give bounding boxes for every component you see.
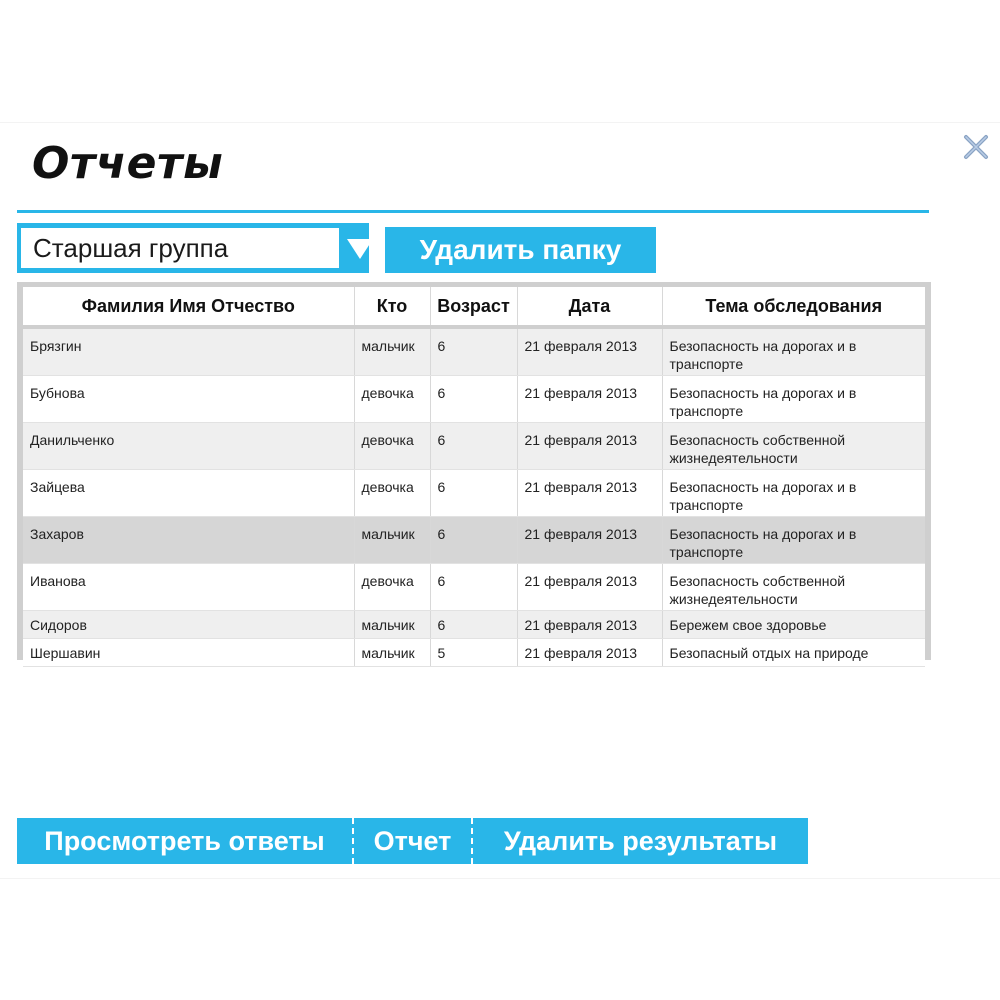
chevron-down-icon[interactable] bbox=[347, 239, 373, 259]
title-divider bbox=[17, 210, 929, 213]
cell-who: девочка bbox=[354, 376, 430, 423]
cell-date: 21 февраля 2013 bbox=[517, 470, 662, 517]
results-action-bar bbox=[17, 818, 808, 864]
cell-name: Данильченко bbox=[23, 423, 354, 470]
cell-who: мальчик bbox=[354, 639, 430, 667]
table-row[interactable] bbox=[23, 327, 925, 376]
cell-date: 21 февраля 2013 bbox=[517, 327, 662, 376]
cell-who: девочка bbox=[354, 564, 430, 611]
cell-date: 21 февраля 2013 bbox=[517, 517, 662, 564]
cell-age: 6 bbox=[430, 564, 517, 611]
cell-topic: Безопасность на дорогах и в транспорте bbox=[662, 376, 925, 423]
delete-folder-button[interactable]: Удалить папку bbox=[385, 227, 656, 273]
cell-who: мальчик bbox=[354, 517, 430, 564]
table-row-selected[interactable] bbox=[23, 517, 925, 564]
table-row[interactable] bbox=[23, 639, 925, 667]
results-table bbox=[23, 287, 925, 667]
column-header-name[interactable]: Фамилия Имя Отчество bbox=[23, 287, 354, 327]
cell-topic: Безопасность собственной жизнедеятельности bbox=[662, 423, 925, 470]
cell-topic: Безопасность на дорогах и в транспорте bbox=[662, 327, 925, 376]
cell-age: 5 bbox=[430, 639, 517, 667]
cell-date: 21 февраля 2013 bbox=[517, 376, 662, 423]
close-button[interactable] bbox=[962, 133, 990, 161]
cell-age: 6 bbox=[430, 517, 517, 564]
cell-date: 21 февраля 2013 bbox=[517, 423, 662, 470]
cell-name: Бубнова bbox=[23, 376, 354, 423]
view-answers-button[interactable]: Просмотреть ответы bbox=[44, 826, 325, 856]
cell-name: Шершавин bbox=[23, 639, 354, 667]
cell-name: Брязгин bbox=[23, 327, 354, 376]
cell-topic: Безопасность собственной жизнедеятельности bbox=[662, 564, 925, 611]
page-title: Отчеты bbox=[32, 138, 224, 189]
cell-who: мальчик bbox=[354, 611, 430, 639]
cell-who: девочка bbox=[354, 423, 430, 470]
folder-dropdown-value: Старшая группа bbox=[21, 228, 339, 268]
results-table-frame bbox=[17, 282, 931, 660]
cell-age: 6 bbox=[430, 327, 517, 376]
cell-name: Сидоров bbox=[23, 611, 354, 639]
column-header-age[interactable]: Возраст bbox=[430, 287, 517, 327]
column-header-date[interactable]: Дата bbox=[517, 287, 662, 327]
report-button[interactable]: Отчет bbox=[352, 818, 471, 864]
table-row[interactable] bbox=[23, 470, 925, 517]
cell-topic: Бережем свое здоровье bbox=[662, 611, 925, 639]
delete-results-button[interactable]: Удалить результаты bbox=[471, 818, 808, 864]
column-header-who[interactable]: Кто bbox=[354, 287, 430, 327]
cell-who: девочка bbox=[354, 470, 430, 517]
folder-dropdown[interactable] bbox=[17, 223, 369, 273]
cell-topic: Безопасность на дорогах и в транспорте bbox=[662, 470, 925, 517]
cell-date: 21 февраля 2013 bbox=[517, 564, 662, 611]
cell-age: 6 bbox=[430, 611, 517, 639]
cell-date: 21 февраля 2013 bbox=[517, 639, 662, 667]
cell-age: 6 bbox=[430, 376, 517, 423]
table-row[interactable] bbox=[23, 564, 925, 611]
cell-name: Захаров bbox=[23, 517, 354, 564]
cell-topic: Безопасный отдых на природе bbox=[662, 639, 925, 667]
cell-who: мальчик bbox=[354, 327, 430, 376]
close-icon bbox=[962, 133, 990, 161]
table-header-row bbox=[23, 287, 925, 327]
table-row[interactable] bbox=[23, 423, 925, 470]
table-row[interactable] bbox=[23, 611, 925, 639]
cell-date: 21 февраля 2013 bbox=[517, 611, 662, 639]
cell-age: 6 bbox=[430, 470, 517, 517]
cell-age: 6 bbox=[430, 423, 517, 470]
cell-name: Иванова bbox=[23, 564, 354, 611]
column-header-topic[interactable]: Тема обследования bbox=[662, 287, 925, 327]
cell-name: Зайцева bbox=[23, 470, 354, 517]
cell-topic: Безопасность на дорогах и в транспорте bbox=[662, 517, 925, 564]
table-row[interactable] bbox=[23, 376, 925, 423]
